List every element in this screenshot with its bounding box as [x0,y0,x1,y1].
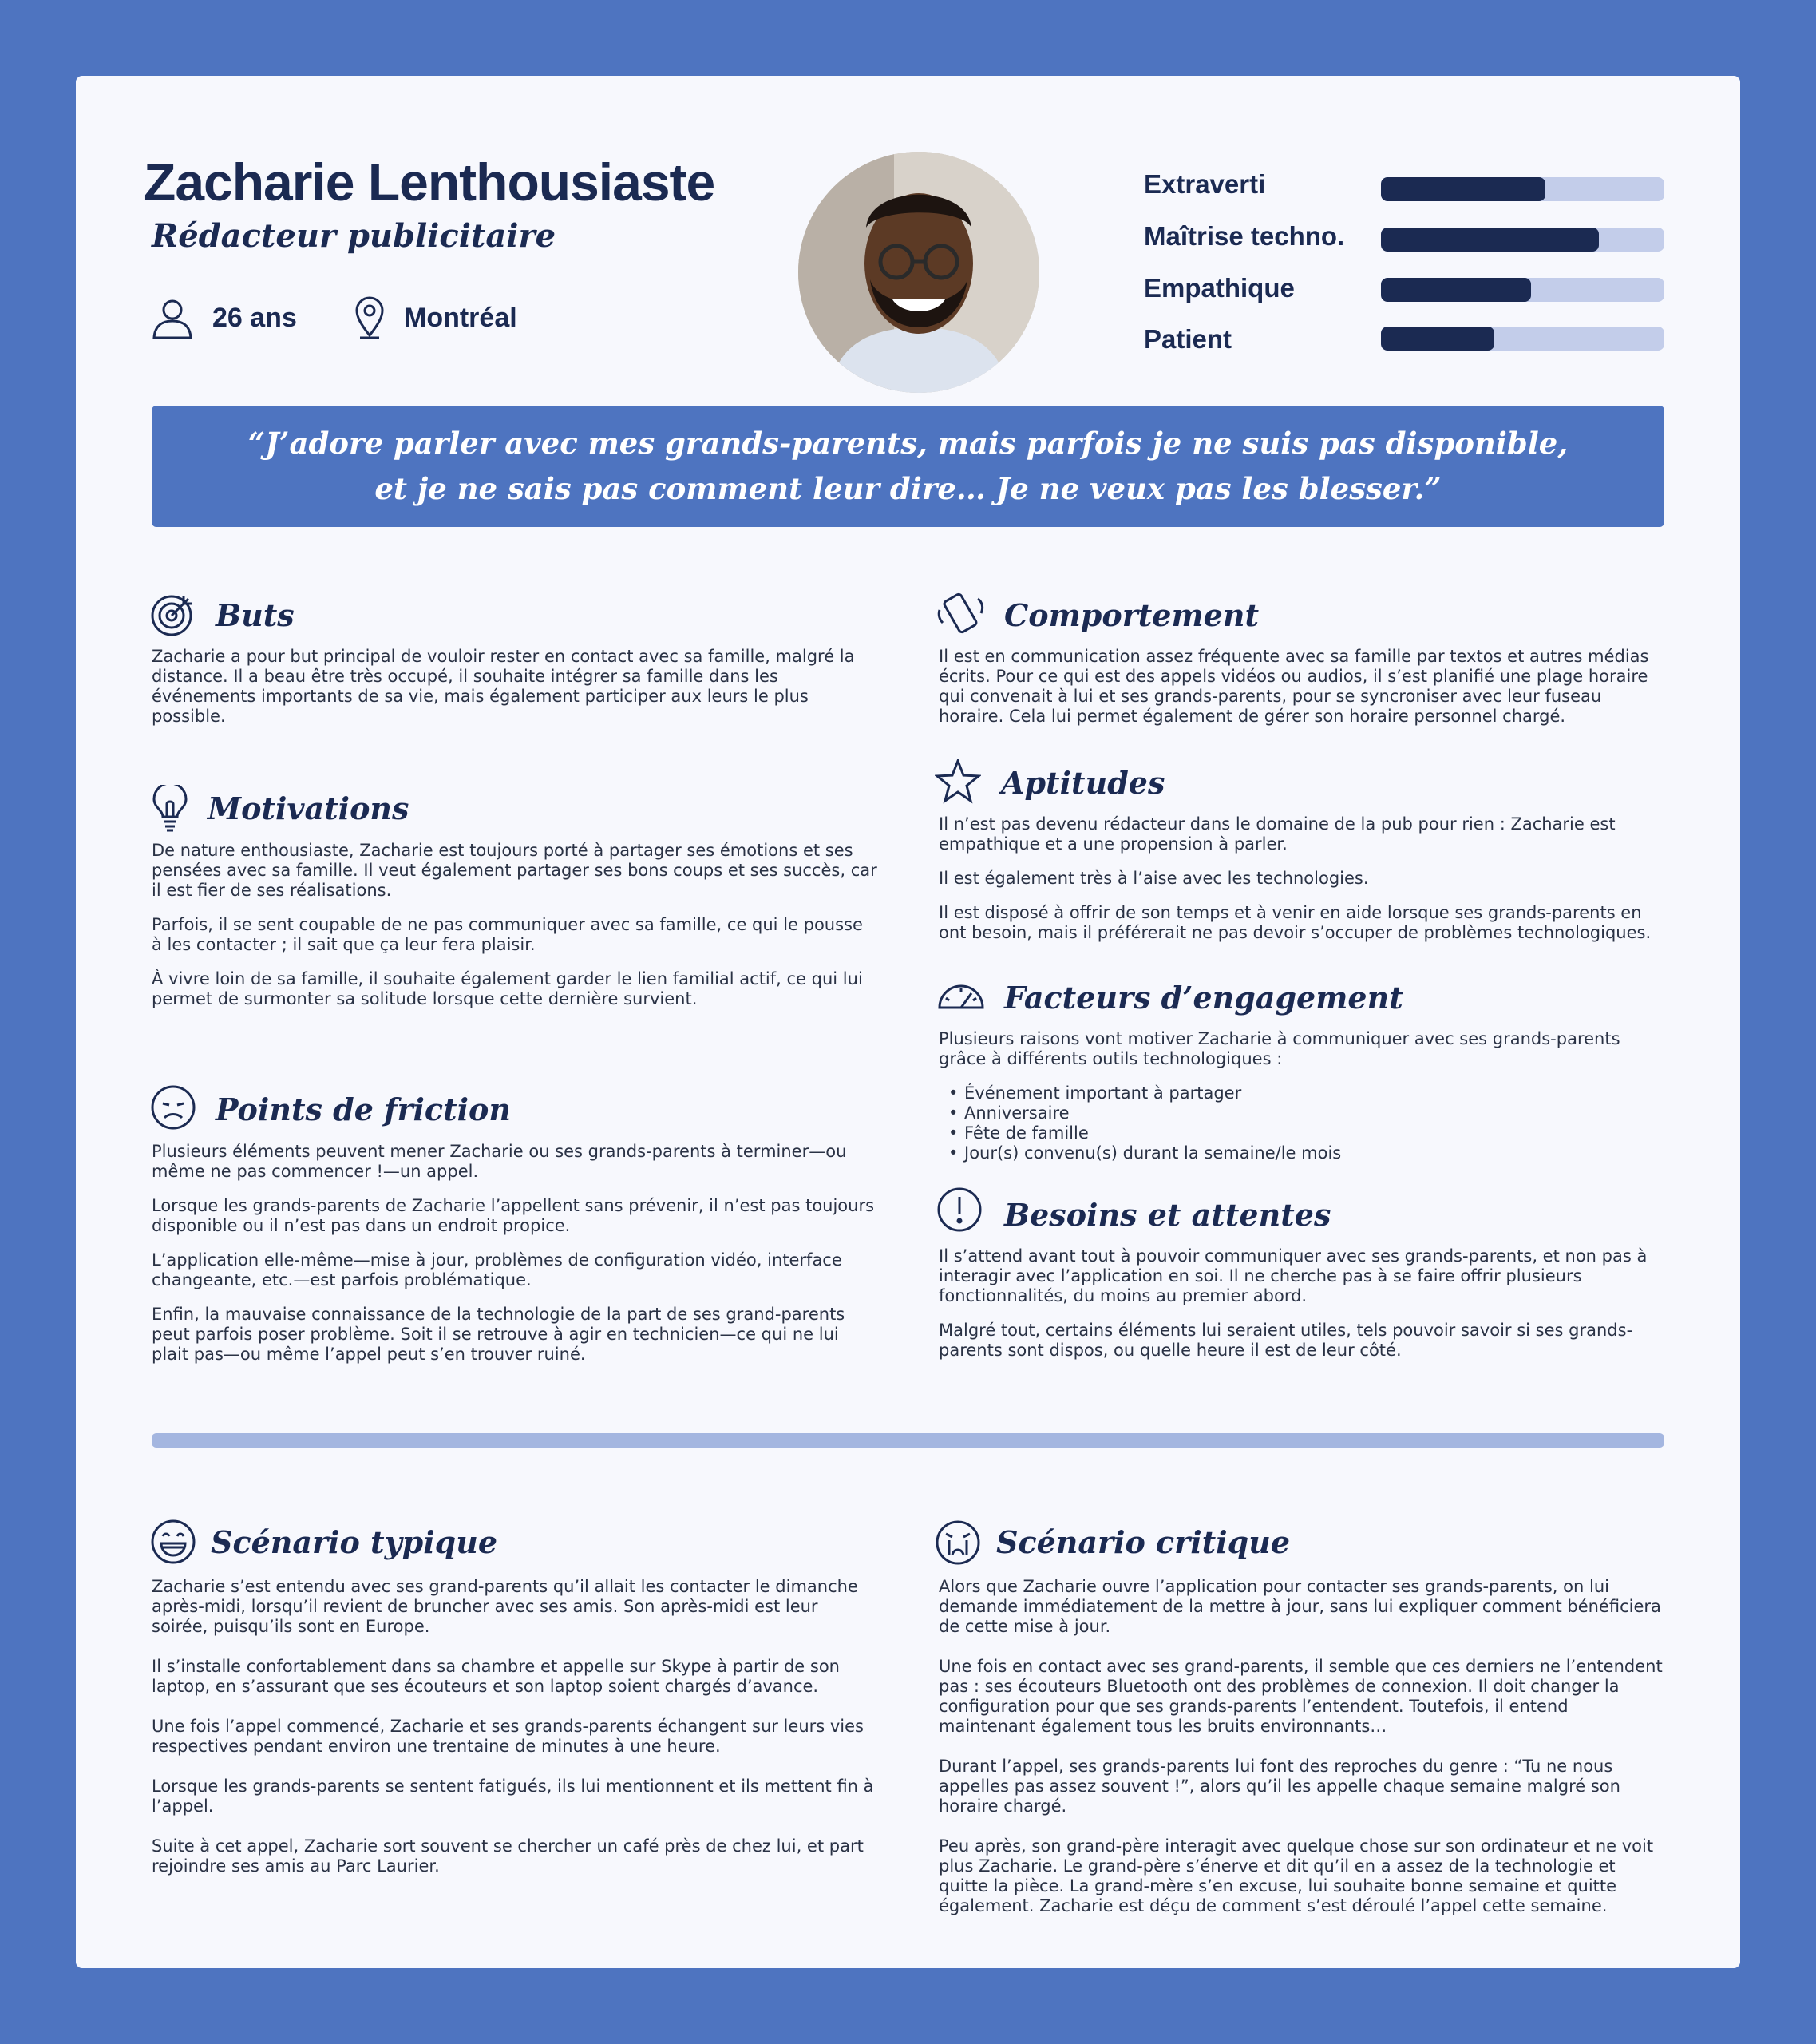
paragraph: Lorsque les grands-parents de Zacharie l’appellent sans prévenir, il n’est pas toujours disponible ou il n’est pas dans un endroit propice. [152,1196,875,1235]
section-body-engagement [939,1029,1665,1163]
star-icon [935,759,981,805]
section-body-aptitudes [939,814,1665,957]
trait-label-extraverti: Extraverti [1144,169,1266,199]
gauge-icon [936,980,986,1011]
lightbulb-icon [152,785,188,833]
persona-photo [798,152,1039,393]
trait-label-empathique: Empathique [1144,273,1295,303]
paragraph: Peu après, son grand-père interagit avec quelque chose sur son ordinateur et ne voit plus Zacharie. Le grand-père s’énerve et dit qu’il en a assez de la technologie et quitte la pièce. La grand-mère s’en excuse, lui souhaite bonne semaine et quitte également. Zacharie est déçu de comment s’est déroulé l’appel cette semaine. [939,1836,1654,1915]
exclamation-icon [936,1186,983,1233]
section-title-critique: Scénario critique [996,1524,1290,1560]
section-body-comportement [939,647,1665,741]
target-icon [150,591,196,637]
section-body-motivations [152,841,878,1024]
section-body-critique [939,1577,1665,1936]
city-label: Montréal [404,302,517,333]
section-title-comportement: Comportement [1004,597,1260,633]
grinning-face-icon [150,1519,196,1565]
phone-vibrate-icon [936,592,984,637]
paragraph: Il est également très à l’aise avec les technologies. [939,869,1369,888]
list-item: • Fête de famille [939,1123,1665,1143]
paragraph: Zacharie s’est entendu avec ses grand-parents qu’il allait les contacter le dimanche après-midi, lorsqu’il revient de bruncher avec ses amis. Son après-midi est leur soirée, puisqu’ils sont en Europe. [152,1577,858,1636]
paragraph: Il s’attend avant tout à pouvoir communiquer avec ses grands-parents, et non pas à interagir avec l’application en soi. Il ne cherche pas à se faire offrir plusieurs fonctionnalités, du moins au premier abord. [939,1246,1648,1305]
paragraph: À vivre loin de sa famille, il souhaite également garder le lien familial actif, ce qui lui permet de surmonter sa solitude lorsque cette dernière survient. [152,969,863,1008]
section-body-friction [152,1142,878,1379]
location-pin-icon [353,295,386,340]
section-title-engagement: Facteurs d’engagement [1004,980,1403,1016]
paragraph: Durant l’appel, ses grands-parents lui font des reproches du genre : “Tu ne nous appelles pas assez souvent !”, alors qu’il les appelle chaque semaine malgré son horaire chargé. [939,1757,1620,1816]
paragraph: L’application elle-même—mise à jour, problèmes de configuration vidéo, interface changeante, etc.—est parfois problématique. [152,1250,842,1289]
sad-face-icon [150,1084,196,1131]
trait-fill [1381,327,1494,351]
paragraph: Enfin, la mauvaise connaissance de la technologie de la part de ses grand-parents peut parfois poser problème. Soit il se retrouve à agir en technicien—ce qui ne lui plait pas—ou même l’appel peut s’en trouver ruiné. [152,1305,845,1364]
paragraph: Suite à cet appel, Zacharie sort souvent se chercher un café près de chez lui, et part rejoindre ses amis au Parc Laurier. [152,1836,864,1876]
paragraph: Plusieurs raisons vont motiver Zacharie à communiquer avec ses grands-parents grâce à différents outils technologiques : [939,1029,1620,1068]
persona-name: Zacharie Lenthousiaste [144,153,715,212]
list-item: • Jour(s) convenu(s) durant la semaine/le mois [939,1143,1665,1163]
paragraph: Il n’est pas devenu rédacteur dans le domaine de la pub pour rien : Zacharie est empathique et a une propension à parler. [939,814,1616,854]
age-label: 26 ans [212,302,297,333]
paragraph: Zacharie a pour but principal de vouloir rester en contact avec sa famille, malgré la distance. Il a beau être très occupé, il souhaite intégrer sa famille dans les événements importants de sa vie, mais également participer aux leurs le plus possible. [152,647,855,726]
paragraph: Une fois en contact avec ses grand-parents, il semble que ces derniers ne l’entendent pas : ses écouteurs Bluetooth ont des problèmes de connexion. Il doit changer la configuration pour que ses grands-parents l’entendent. Toutefois, il entend maintenant également tous les bruits environnants… [939,1657,1663,1736]
persona-role: Rédacteur publicitaire [152,217,556,255]
quote-line-2: et je ne sais pas comment leur dire… Je ne veux pas les blesser.” [374,471,1442,506]
engagement-list [939,1083,1665,1163]
paragraph: Lorsque les grands-parents se sentent fatigués, ils lui mentionnent et ils mettent fin à l’appel. [152,1777,874,1816]
paragraph: Il s’installe confortablement dans sa chambre et appelle sur Skype à partir de son laptop, en s’assurant que ses écouteurs et son laptop soient chargés d’avance. [152,1657,840,1696]
section-title-typique: Scénario typique [211,1524,498,1560]
person-icon [150,295,195,340]
trait-label-patient: Patient [1144,324,1232,354]
section-title-aptitudes: Aptitudes [1001,765,1165,801]
list-item: • Anniversaire [939,1103,1665,1123]
section-title-motivations: Motivations [208,790,409,826]
paragraph: De nature enthousiaste, Zacharie est toujours porté à partager ses émotions et ses pensées avec sa famille. Il veut également partager ses bons coups et ses succès, car il est fier de ses réalisations. [152,841,877,900]
section-body-besoins [939,1246,1665,1375]
trait-bar-patient [1381,327,1664,351]
paragraph: Une fois l’appel commencé, Zacharie et ses grands-parents échangent sur leurs vies respectives pendant environ une trentaine de minutes à une heure. [152,1717,864,1756]
trait-bar-empathique [1381,278,1664,302]
paragraph: Il est disposé à offrir de son temps et à venir en aide lorsque ses grands-parents en ont besoin, mais il préférerait ne pas devoir s’occuper de problèmes technologiques. [939,903,1652,942]
list-item: • Événement important à partager [939,1083,1665,1103]
paragraph: Parfois, il se sent coupable de ne pas communiquer avec sa famille, ce qui le pousse à les contacter ; il sait que ça leur fera plaisir. [152,915,863,954]
trait-bar-extraverti [1381,177,1664,201]
persona-quote [152,406,1664,527]
paragraph: Il est en communication assez fréquente avec sa famille par textos et autres médias écrits. Pour ce qui est des appels vidéos ou audios, il s’est planifié une plage horaire qui convenait à lui et ses grands-parents, pour se syncroniser avec leur fuseau horaire. Cela lui permet également de gérer son horaire personnel chargé. [939,647,1649,726]
age-info [150,295,297,340]
city-info [353,295,517,340]
section-title-buts: Buts [216,597,295,633]
trait-fill [1381,228,1599,252]
section-title-friction: Points de friction [216,1091,512,1127]
paragraph: Alors que Zacharie ouvre l’application pour contacter ses grands-parents, on lui demande immédiatement de la mettre à jour, sans lui expliquer comment bénéficiera de cette mise à jour. [939,1577,1661,1636]
trait-fill [1381,177,1545,201]
paragraph: Malgré tout, certains éléments lui seraient utiles, tels pouvoir savoir si ses grands-parents sont dispos, ou quelle heure il est de leur côté. [939,1321,1633,1360]
section-body-buts [152,647,878,741]
trait-fill [1381,278,1531,302]
trait-bar-tech [1381,228,1664,252]
trait-label-tech: Maîtrise techno. [1144,221,1345,251]
section-divider [152,1433,1664,1448]
quote-line-1: “J’adore parler avec mes grands-parents, mais parfois je ne suis pas disponible, [247,426,1569,461]
section-body-typique [152,1577,878,1896]
section-title-besoins: Besoins et attentes [1004,1197,1331,1233]
paragraph: Plusieurs éléments peuvent mener Zacharie ou ses grands-parents à terminer—ou même ne pas commencer !—un appel. [152,1142,847,1181]
distressed-face-icon [935,1519,981,1566]
